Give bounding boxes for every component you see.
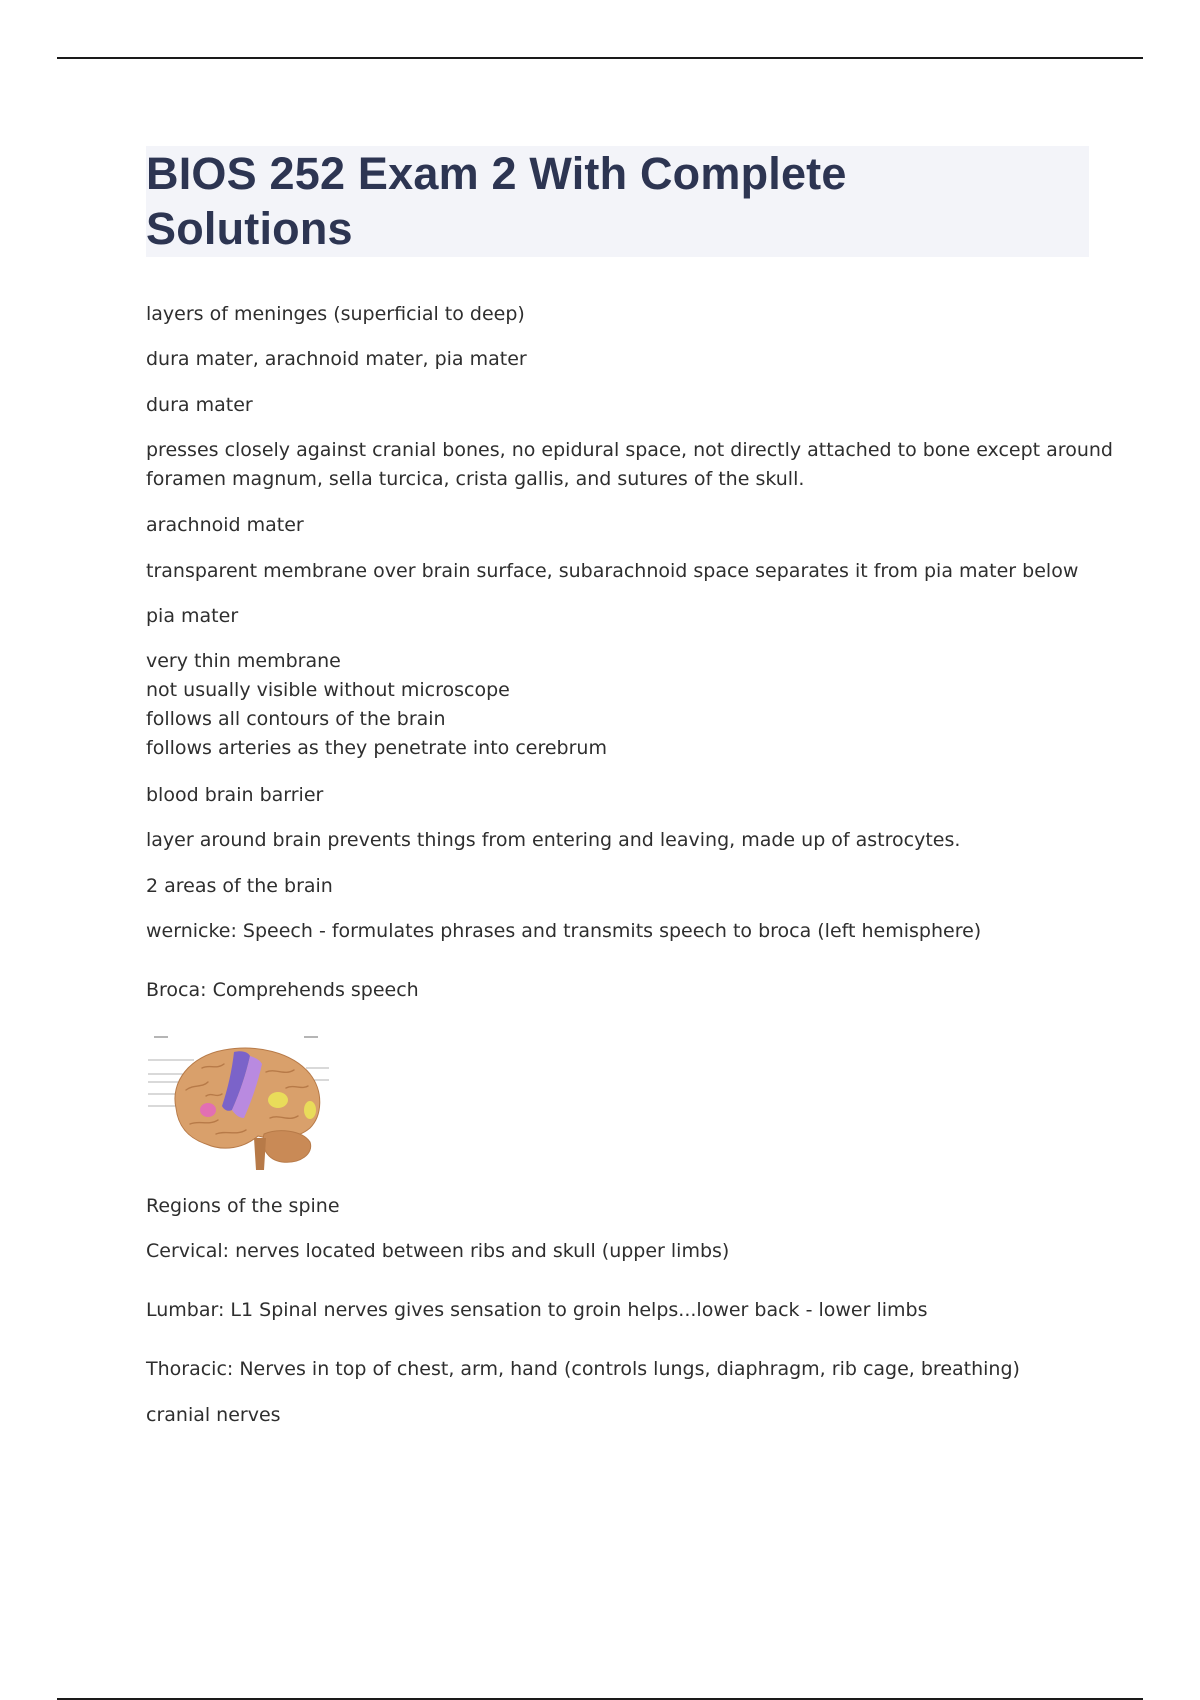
answer-line: presses closely against cranial bones, no epidural space, not directly attached to bone except around <box>146 439 1113 461</box>
answer-line: follows arteries as they penetrate into cerebrum <box>146 737 607 759</box>
title-banner <box>146 146 1089 257</box>
answer-text: Lumbar: L1 Spinal nerves gives sensation to groin helps...lower back - lower limbs <box>146 1299 928 1321</box>
answer-text: wernicke: Speech - formulates phrases and transmits speech to broca (left hemisphere) <box>146 920 982 942</box>
answer-text: layer around brain prevents things from entering and leaving, made up of astrocytes. <box>146 829 961 851</box>
title-line-1: BIOS 252 Exam 2 With Complete <box>146 148 847 199</box>
question-text: dura mater <box>146 394 253 416</box>
answer-text: Thoracic: Nerves in top of chest, arm, hand (controls lungs, diaphragm, rib cage, breathing) <box>146 1358 1020 1380</box>
answer-text <box>146 647 607 763</box>
question-text: 2 areas of the brain <box>146 875 333 897</box>
answer-text: Cervical: nerves located between ribs and skull (upper limbs) <box>146 1240 730 1262</box>
top-rule <box>57 57 1143 59</box>
answer-text: dura mater, arachnoid mater, pia mater <box>146 348 527 370</box>
answer-line: follows all contours of the brain <box>146 708 446 730</box>
question-text: arachnoid mater <box>146 514 304 536</box>
answer-line: very thin membrane <box>146 650 341 672</box>
question-text: Regions of the spine <box>146 1195 340 1217</box>
answer-line: not usually visible without microscope <box>146 679 510 701</box>
title-line-2: Solutions <box>146 203 353 254</box>
question-text: pia mater <box>146 605 239 627</box>
answer-line: foramen magnum, sella turcica, crista gallis, and sutures of the skull. <box>146 468 805 490</box>
question-text: layers of meninges (superficial to deep) <box>146 303 525 325</box>
answer-text <box>146 436 1113 494</box>
question-text: cranial nerves <box>146 1404 281 1426</box>
brain-diagram-icon <box>146 1030 331 1176</box>
page-title <box>146 146 1089 256</box>
answer-text: Broca: Comprehends speech <box>146 979 419 1001</box>
question-text: blood brain barrier <box>146 784 324 806</box>
answer-text: transparent membrane over brain surface, subarachnoid space separates it from pia mater below <box>146 560 1079 582</box>
